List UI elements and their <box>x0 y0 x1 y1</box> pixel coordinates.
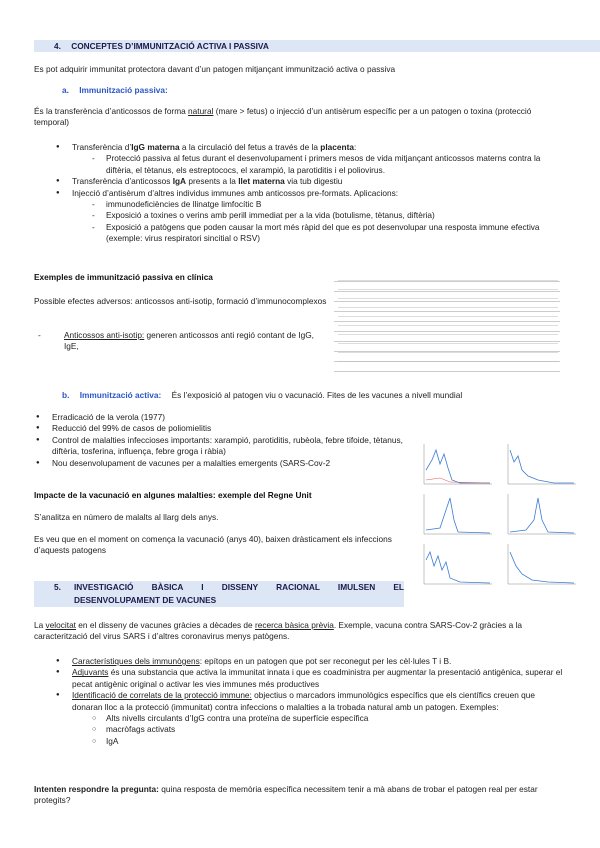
list-item: ○ macròfags activats <box>88 724 564 735</box>
active-title: Immunització activa: <box>79 390 162 400</box>
def-underlined: natural <box>188 106 214 116</box>
list-item: ● Nou desenvolupament de vacunes per a malalties emergents (SARS-Cov-2 <box>34 458 414 469</box>
disease-charts-svg <box>420 440 580 590</box>
active-heading <box>62 390 462 400</box>
list-item: ○ Alts nivells circulants d’IgG contra una proteïna de superfície específica <box>88 713 564 724</box>
list-item: ● Transferència d’anticossos IgA presents a la llet materna via tub digestiu <box>54 176 564 187</box>
section-title-line-1: INVESTIGACIÓ BÀSICA I DISSENY RACIONAL IMULSEN EL <box>74 582 404 592</box>
list-item: ● Reducció del 99% de casos de poliomielitis <box>34 423 414 434</box>
chart-thumb-5 <box>424 544 492 584</box>
list-item: - Exposició a patògens que poden causar la mort més ràpid del que es pot desenvolupar una resposta immune efectiva (exemple: virus respiratori sincitial o RSV) <box>88 222 564 245</box>
sub-list <box>72 153 564 176</box>
list-item: ● Injecció d’antisèrum d’altres individus immunes amb anticossos pre-formats. Aplicacions: - immunodeficiències de llinatge limfocític B - Exposició a toxines o verins amb perill immediat per a la vida (botulisme, tètanus, diftèria) - Exposició a patògens que poden causar la mort més ràpid del que es pot desenvolupar una resposta immune efectiva (exemple: virus respiratori sincitial o RSV) <box>54 188 564 245</box>
list-item <box>34 330 330 353</box>
passive-heading <box>62 85 168 95</box>
chart-thumb-3 <box>424 494 492 534</box>
passive-definition <box>34 106 564 129</box>
table-filler-lines <box>338 276 558 366</box>
list-item: ● Identificació de correlats de la protecció immune: objectius o marcadors immunològics específics que els científics creuen que donaran lloc a la protecció (immunitat) contra infeccions o malalties a la trobada natural amb un patogen. Exemples: ○ Alts nivells circulants d’IgG contra una proteïna de superfície específica ○ macròfags activats ○ IgA <box>54 690 564 747</box>
uk-disease-charts-image <box>420 440 580 590</box>
key-question-text: quina resposta de memòria específica necessitem tenir a mà abans de trobar el patogen real per estar protegits? <box>34 784 538 806</box>
anti-isotype-desc: generen anticossos anti regió contant de IgG, IgE, <box>64 330 314 352</box>
list-item: - immunodeficiències de llinatge limfocític B <box>88 199 564 210</box>
passive-bullets <box>54 142 564 245</box>
chart-thumb-1 <box>424 444 492 484</box>
key-question <box>34 784 564 807</box>
sub-list <box>72 199 564 245</box>
active-definition: És l’exposició al patogen viu o vacunació. Fites de les vacunes a nivell mundial <box>171 390 463 400</box>
section-5-paragraph: La velocitat en el disseny de vacunes gràcies a dècades de recerca bàsica prèvia. Exemple, vacuna contra SARS-Cov-2 gràcies a la caracterització del virus SARS i d’altres coronavirus menys patògens. <box>34 620 522 642</box>
def-post: (mare > fetus) o injecció d’un antisèrum específic per a un patogen o toxina (protecció temporal) <box>34 106 532 128</box>
active-bullets <box>34 412 414 469</box>
velocity-term: velocitat <box>45 620 76 630</box>
list-item: ● Característiques dels immunògens: epítops en un patogen que pot ser reconegut per les cèl·lules T i B. <box>54 656 564 667</box>
impact-title: Impacte de la vacunació en algunes malalties: exemple del Regne Unit <box>34 490 312 500</box>
chart-thumb-2 <box>508 444 576 484</box>
list-item: ○ IgA <box>88 736 564 747</box>
adverse-effects: Possible efectes adversos: anticossos anti-isotip, formació d’immunocomplexos <box>34 296 327 306</box>
section-number: 5. <box>54 582 61 592</box>
passive-title: Immunització passiva: <box>79 85 168 95</box>
impact-text-1: S’analitza en número de malalts al llarg dels anys. <box>34 512 219 522</box>
list-item: - Protecció passiva al fetus durant el desenvolupament i primers mesos de vida mitjançant anticossos materns contra la diftèria, el tètanus, els estreptococs, el xarampió, la parotiditis i el poliovirus. <box>88 153 564 176</box>
clinic-title: Exemples de immunització passiva en clínica <box>34 272 213 282</box>
active-letter: b. <box>62 390 70 400</box>
chart-thumb-4 <box>508 494 576 534</box>
passive-letter: a. <box>62 85 69 95</box>
def-pre: És la transferència d’anticossos de forma <box>34 106 189 116</box>
section-title-line-2: DESENVOLUPAMENT DE VACUNES <box>74 595 217 605</box>
basic-research-term: recerca bàsica prèvia <box>254 620 334 630</box>
list-item: ● Erradicació de la verola (1977) <box>34 412 414 423</box>
anti-isotype-term: Anticossos anti-isotip: <box>64 330 145 340</box>
impact-text-2: Es veu que en el moment on comença la vacunació (anys 40), baixen dràsticament els infeccions d’aquests patogens <box>34 534 392 556</box>
list-item: ● Control de malalties infeccioses importants: xarampió, parotiditis, rubèola, febre tifoide, tètanus, diftèria, tosferina, influença, febre groga i ràbia) <box>34 435 414 458</box>
list-item: ● Adjuvants és una substancia que activa la immunitat innata i que es coadministra per augmentar la presentació antigènica, superar el pecat antigènic original o activar les vies immunes més productives <box>54 667 564 690</box>
anti-isotype-list <box>34 330 330 353</box>
examples-list <box>72 713 564 747</box>
section-5-heading <box>34 581 404 607</box>
chart-thumb-6 <box>508 544 576 584</box>
key-question-label: Intenten respondre la pregunta: <box>34 784 159 794</box>
section-title: CONCEPTES D’IMMUNITZACIÓ ACTIVA I PASSIVA <box>71 41 269 51</box>
section-number: 4. <box>54 41 61 51</box>
list-item: - Exposició a toxines o verins amb perill immediat per a la vida (botulisme, tètanus, diftèria) <box>88 210 564 221</box>
list-item: ● Transferència d’IgG materna a la circulació del fetus a través de la placenta: - Protecció passiva al fetus durant el desenvolupament i primers mesos de vida mitjançant anticossos materns contra la diftèria, el tètanus, els estreptococs, el xarampió, la parotiditis i el poliovirus. <box>54 142 564 176</box>
section-4-heading <box>34 40 600 52</box>
section-4-intro: Es pot adquirir immunitat protectora davant d’un patogen mitjançant immunització activa o passiva <box>34 64 396 74</box>
section-5-bullets <box>54 656 564 747</box>
